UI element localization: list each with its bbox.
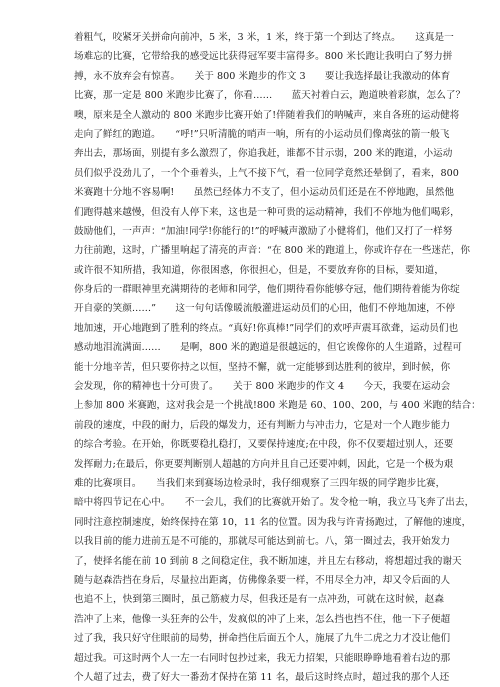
text-line: 会发现，你的精神也十分可贵了。 关于 800 米跑步的作文 4 今天，我要在运动会 [74, 381, 451, 393]
text-line: 噢，原来是全人激动的 800 米跑步比赛开始了!伴随着我们的呐喊声，来自各班的运动健将 [74, 109, 460, 121]
text-line: 鼓励他们，一声声：“加油!同学!你能行的!”的呼喊声激励了小健将们，他们又打了一样努 [74, 225, 453, 237]
text-line: 比赛，那一定是 800 米跑步比赛了，你看…… 蓝天衬着白云，跑道映着彩旗，怎么了？ [74, 90, 466, 102]
text-line: 过了我，我只好守住眼前的局势，拼命挡住后面五个人，施展了九牛二虎之力才没让他们 [74, 633, 451, 645]
text-line: 浩冲了上来，他像一头狂奔的公牛，发疯似的冲了上来，怎么挡也挡不住，他一下子便超 [74, 613, 451, 625]
text-line: 员们似乎没劲儿了，一个个垂着头，上气不接下气，看一位同学竟然还晕倒了，看来，800 [74, 167, 459, 179]
text-line: 走向了鲜红的跑道。 “呼!”只听清脆的哨声一响，所有的小运动员们像离弦的箭一般飞 [74, 128, 450, 140]
text-line: 前段的速度，中段的耐力，后段的爆发力，还有判断力与冲击力，它是对一个人跑步能力 [74, 419, 451, 431]
text-line: 也追不上，快到第三圈时，虽己筋疲力尽，但我还是有一点冲劲，可就在这时候，赵森 [74, 594, 444, 606]
text-line: 超过我。可这时两个人一左一右同时包抄过来，我无力招架，只能眼睁睁地看着右边的那 [74, 652, 451, 664]
text-line: 们跑得越来越慢，但没有人停下来，这也是一种可贵的运动精神，我们不停地为他们喝彩， [74, 206, 460, 218]
text-line: 以我目前的能力进前五是不可能的，那就尽可能达到前七。八，第一圈过去，我开始发力 [74, 536, 451, 548]
text-line: 感动地泪流满面…… 是啊，800 米的跑道是很越远的，但它诶像你的人生道路，过程可 [74, 342, 463, 354]
text-line: 的综合考验。在开始，你既要稳扎稳打，又要保持速度;在中段，你不仅要超过别人，还要 [74, 439, 454, 451]
text-line: 个人超了过去，费了好大一番劲才保持在第 11 名，最后这时终点时，超过我的那个人还 [74, 671, 450, 683]
text-line: 发挥耐力;在最后，你更要判断别人超越的方向并且自己还要冲刺，因此，它是一个极为艰 [74, 458, 454, 470]
text-line: 场难忘的比赛，它带给我的感受远比获得冠军要丰富得多。800 米长跑让我明白了努力拼 [74, 51, 453, 63]
text-line: 米赛跑十分地不容易啊! 虽然已经体力不支了，但小运动员们还是在不停地跑，虽然他 [74, 187, 455, 199]
text-line: 难的比赛项目。 当我们来到赛场边检录时，我仔细观察了三四年级的同学跑步比赛， [74, 477, 446, 489]
text-line: 或许很不知所措，我知道，你很困惑，你很担心，但是，不要放弃你的目标，要知道， [74, 264, 444, 276]
text-line: 随与赵森浩挡在身后，尽量拉出距离，仿佛像条要一样，不用尽全力冲，却又令后面的人 [74, 574, 451, 586]
text-line: 能十分地辛苦，但只要你持之以恒，坚持不懈，就一定能够到达胜利的彼岸，到时候，你 [74, 361, 451, 373]
text-line: 同时注意控制速度，始终保持在第 10，11 名的位置。因为我与许青扬跑过，了解他的速度， [74, 516, 472, 528]
text-line: 了，使择名能在前 10 到前 8 之间稳定住，我不断加速，并且左右移动，将想超过我的谢天 [74, 555, 462, 567]
text-line: 奔出去，那场面，别提有多么激烈了，你追我赶，谁都不甘示弱，200 米的跑道，小运动 [74, 148, 453, 160]
text-line: 开自豪的笑颜……” 这一句句话像暖流般灌进运动员们的心田，他们不停地加速，不停 [74, 303, 456, 315]
text-line: 着粗气，咬紧牙关拼命向前冲，5 米，3 米，1 米，终于第一个到达了终点。 这真是一 [74, 32, 454, 43]
text-line: 搏，永不放弃会有惊喜。 关于 800 米跑步的作文 3 要让我选择最让我激动的体育 [74, 70, 451, 82]
text-line: 力往前跑，这时，广播里响起了清亮的声音：“在 800 米的跑道上，你或许存在一些迷茫，你 [74, 245, 471, 257]
text-line: 上参加 800 米赛跑，这对我会是一个挑战!800 米跑是 60、100、200，与 400 米跑的结合： [74, 400, 481, 412]
text-line: 地加速，开心地跑到了胜利的终点。“真好!你真棒!”同学们的欢呼声震耳欲聋，运动员们也 [74, 322, 459, 334]
text-line: 暗中将四节记在心中。 不一会儿，我们的比赛就开始了。发令枪一响，我立马飞奔了出去， [74, 497, 475, 509]
text-line: 你身后的一群眼神里充满期待的老师和同学，他们期待看你能够夺冠，他们期待着能为你绽 [74, 284, 460, 296]
